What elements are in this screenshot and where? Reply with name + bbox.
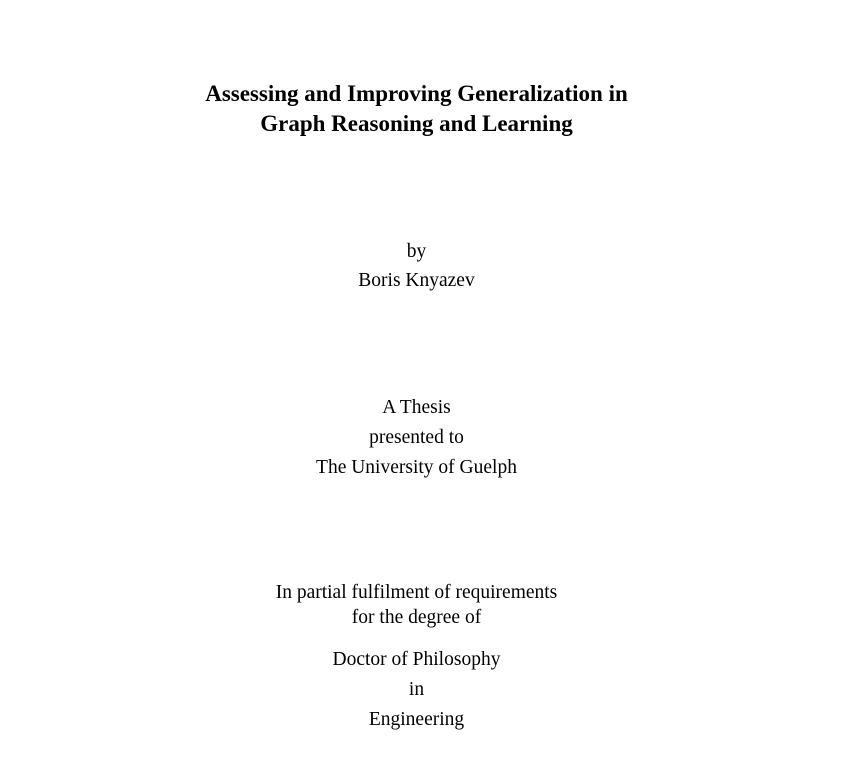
degree-connector: in	[408, 679, 425, 700]
submission-line-2: presented to	[369, 427, 464, 448]
author-by: by	[406, 241, 427, 262]
title-line-2: Graph Reasoning and Learning	[260, 111, 573, 136]
author-name: Boris Knyazev	[358, 270, 475, 291]
degree-field: Engineering	[368, 709, 465, 730]
degree-name: Doctor of Philosophy	[332, 649, 501, 670]
fulfilment-line-1: In partial fulfilment of requirements	[275, 582, 558, 603]
title-line-1: Assessing and Improving Generalization in	[205, 81, 628, 106]
fulfilment-line-2: for the degree of	[351, 607, 482, 628]
submission-line-1: A Thesis	[382, 397, 451, 418]
university-name: The University of Guelph	[316, 457, 517, 478]
